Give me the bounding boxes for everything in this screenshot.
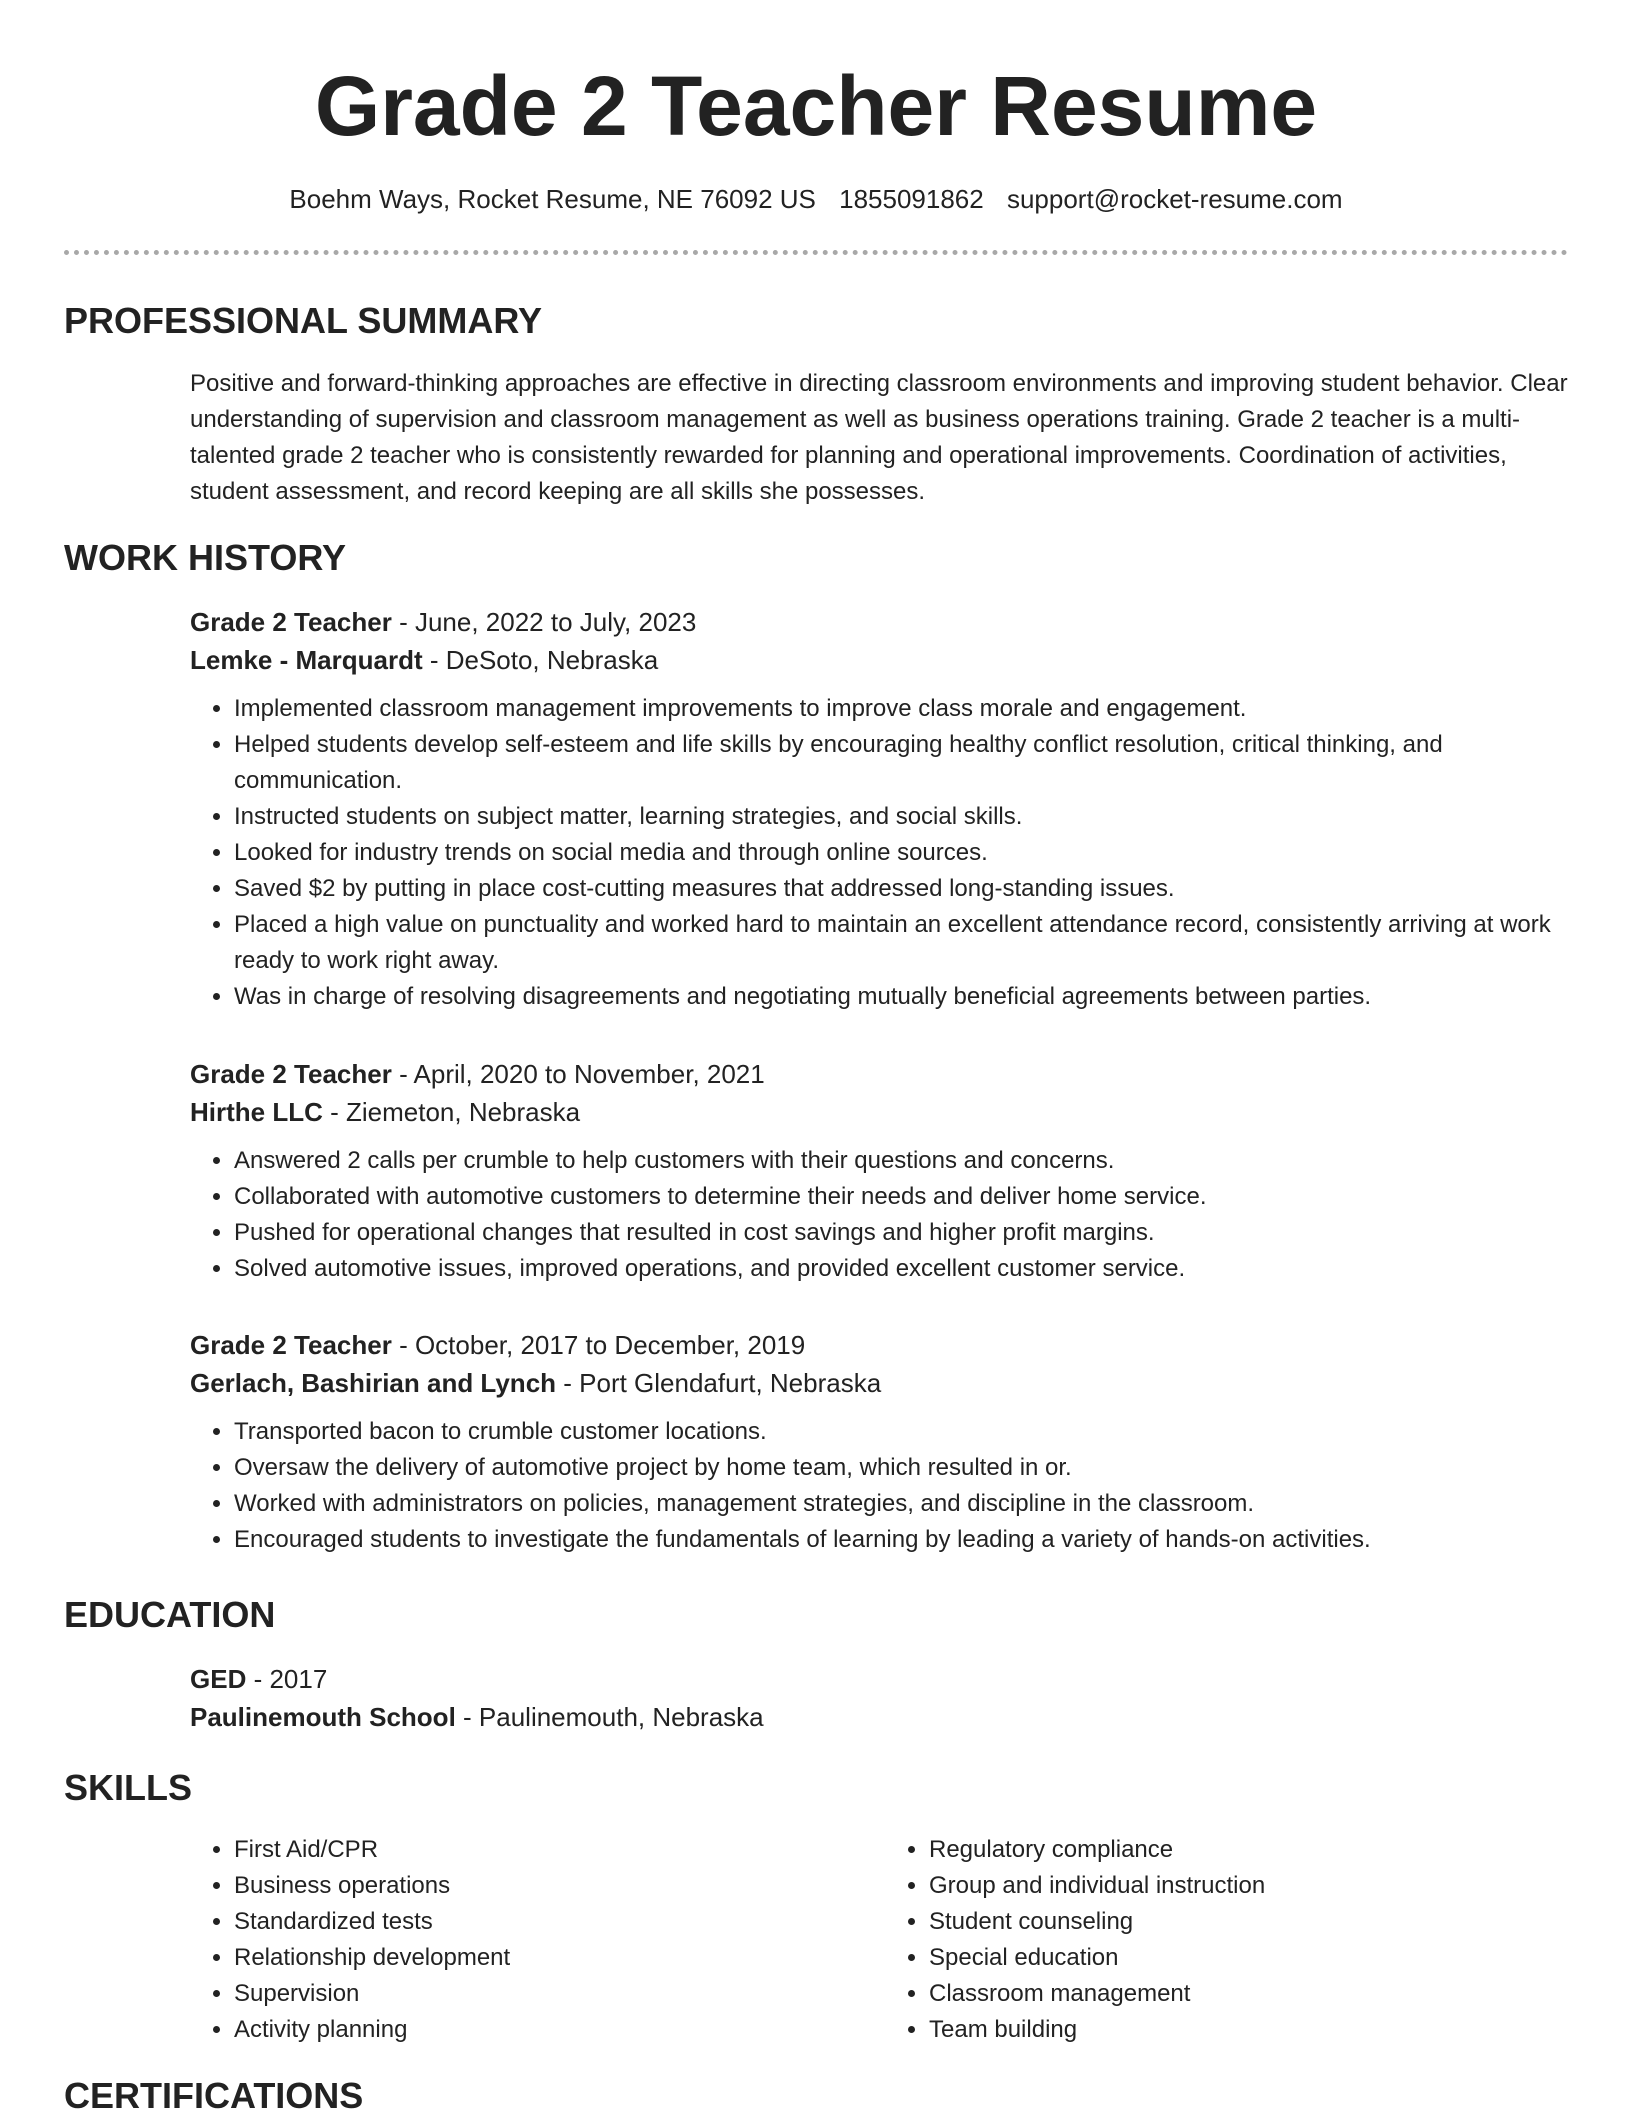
job-title-line [190,603,1580,641]
skill-item: • Standardized tests [234,1904,885,1940]
job-company: Lemke - Marquardt [190,645,423,675]
skill-item: • Business operations [234,1868,885,1904]
list-item: • Looked for industry trends on social media and through online sources. [234,835,1580,871]
list-item: • Instructed students on subject matter, learning strategies, and social skills. [234,799,1580,835]
job-dates: - October, 2017 to December, 2019 [391,1330,806,1360]
list-item: • Pushed for operational changes that resulted in cost savings and higher profit margins. [234,1215,1580,1251]
job-company-line [190,641,1580,679]
job-entry [190,1055,1580,1287]
education-school-line [190,1698,1580,1736]
list-item: • Placed a high value on punctuality and worked hard to maintain an excellent attendance record, consistently arriving at work ready to work right away. [234,907,1580,979]
job-title: Grade 2 Teacher [190,1330,392,1360]
skill-item: • Group and individual instruction [929,1868,1580,1904]
education-degree-line [190,1660,1580,1698]
header-divider [64,250,1568,255]
summary-text: Positive and forward-thinking approaches are effective in directing classroom environments and improving student behavior. Clear understanding of supervision and classroom management as well as business operations training. Grade 2 teacher is a multi-talented grade 2 teacher who is consistently rewarded for planning and operational improvements. Coordination of activities, student assessment, and record keeping are all skills she possesses. [190,370,1568,505]
resume-title: Grade 2 Teacher Resume [314,59,1318,153]
job-company: Gerlach, Bashirian and Lynch [190,1368,557,1398]
skills-column-left [190,1832,885,2048]
job-title: Grade 2 Teacher [190,1059,392,1089]
section-title-skills: SKILLS [64,1767,193,1808]
section-title-summary: PROFESSIONAL SUMMARY [64,300,543,341]
job-title-line [190,1326,1580,1364]
skill-item: • First Aid/CPR [234,1832,885,1868]
education-year: - 2017 [246,1664,328,1694]
skill-item: • Team building [929,2012,1580,2048]
list-item: • Answered 2 calls per crumble to help customers with their questions and concerns. [234,1143,1580,1179]
contact-address: Boehm Ways, Rocket Resume, NE 76092 US [289,184,816,214]
job-location: - Ziemeton, Nebraska [322,1097,581,1127]
education-location: - Paulinemouth, Nebraska [455,1702,764,1732]
education-degree: GED [190,1664,247,1694]
contact-phone: 1855091862 [839,184,984,214]
contact-email: support@rocket-resume.com [1006,184,1343,214]
skill-item: • Supervision [234,1976,885,2012]
education-school: Paulinemouth School [190,1702,456,1732]
skills-column-right [885,1832,1580,2048]
list-item: • Oversaw the delivery of automotive project by home team, which resulted in or. [234,1450,1580,1486]
list-item: • Worked with administrators on policies, management strategies, and discipline in the classroom. [234,1486,1580,1522]
job-company-line [190,1364,1580,1402]
job-company: Hirthe LLC [190,1097,323,1127]
list-item: • Saved $2 by putting in place cost-cutting measures that addressed long-standing issues. [234,871,1580,907]
skill-item: • Activity planning [234,2012,885,2048]
job-bullets [190,1143,1580,1287]
list-item: • Implemented classroom management improvements to improve class morale and engagement. [234,691,1580,727]
job-dates: - June, 2022 to July, 2023 [391,607,697,637]
job-title-line [190,1055,1580,1093]
job-location: - DeSoto, Nebraska [422,645,659,675]
section-title-education: EDUCATION [64,1594,276,1635]
list-item: • Was in charge of resolving disagreements and negotiating mutually beneficial agreements between parties. [234,979,1580,1015]
list-item: • Solved automotive issues, improved operations, and provided excellent customer service. [234,1251,1580,1287]
job-location: - Port Glendafurt, Nebraska [556,1368,882,1398]
education-entry [190,1660,1580,1736]
skill-item: • Regulatory compliance [929,1832,1580,1868]
job-title: Grade 2 Teacher [190,607,392,637]
skill-item: • Student counseling [929,1904,1580,1940]
section-title-work-history: WORK HISTORY [64,537,347,578]
list-item: • Transported bacon to crumble customer locations. [234,1414,1580,1450]
job-bullets [190,691,1580,1015]
skill-item: • Classroom management [929,1976,1580,2012]
section-title-certifications: CERTIFICATIONS [64,2075,364,2116]
job-company-line [190,1093,1580,1131]
job-bullets [190,1414,1580,1558]
skill-item: • Special education [929,1940,1580,1976]
job-entry [190,1326,1580,1558]
skill-item: • Relationship development [234,1940,885,1976]
list-item: • Helped students develop self-esteem and life skills by encouraging healthy conflict resolution, critical thinking, and communication. [234,727,1580,799]
contact-line [0,182,1632,216]
job-entry [190,603,1580,1015]
list-item: • Collaborated with automotive customers to determine their needs and deliver home service. [234,1179,1580,1215]
job-dates: - April, 2020 to November, 2021 [391,1059,765,1089]
list-item: • Encouraged students to investigate the fundamentals of learning by leading a variety of hands-on activities. [234,1522,1580,1558]
skills-list [190,1832,1580,2048]
